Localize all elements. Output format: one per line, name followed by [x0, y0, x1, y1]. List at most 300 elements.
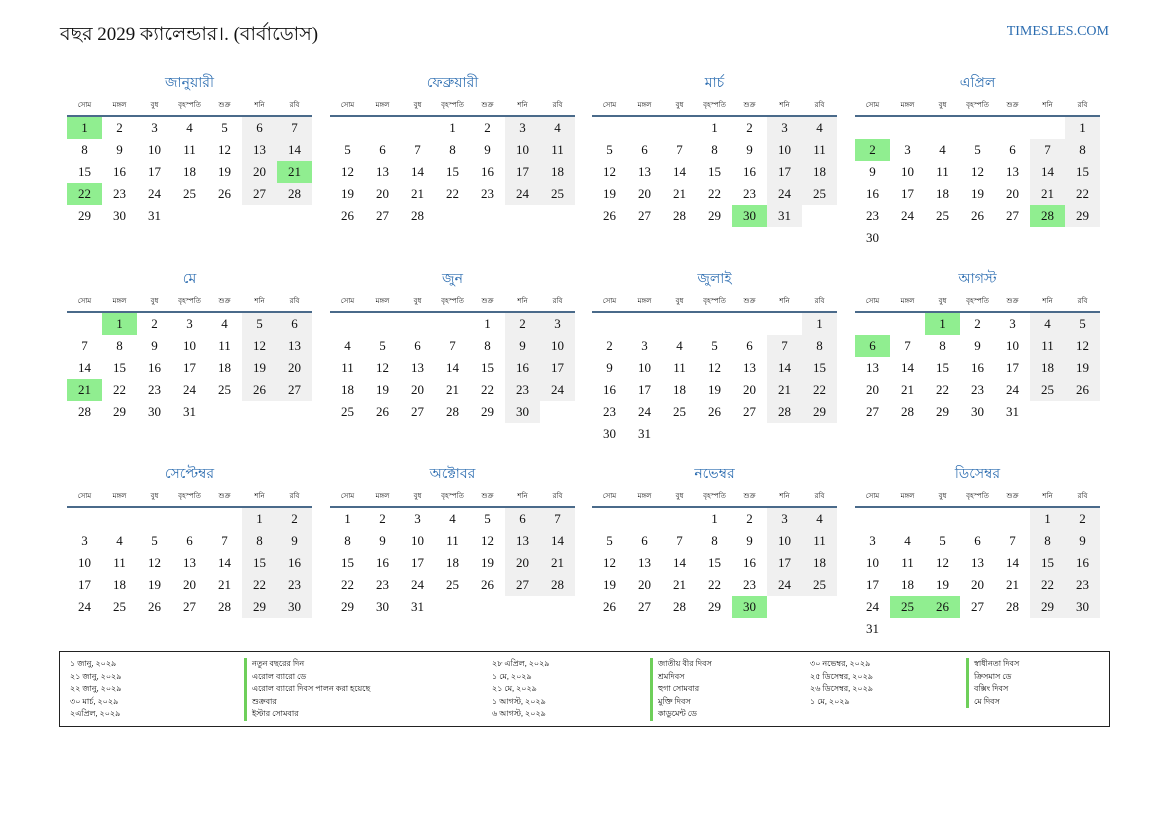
- day-cell: 5: [606, 533, 613, 548]
- day-cell: 11: [1030, 335, 1065, 357]
- day-cell: 11: [341, 360, 354, 375]
- day-grid: [855, 508, 1100, 640]
- day-cell: 26: [603, 208, 616, 223]
- day-cell: 20: [242, 161, 277, 183]
- weekday-label: সোম: [602, 101, 617, 109]
- day-cell: 23: [113, 186, 126, 201]
- day-cell: 16: [1065, 552, 1100, 574]
- day-cell: 7: [676, 142, 683, 157]
- weekday-label: রবি: [552, 101, 563, 109]
- day-cell: 17: [866, 577, 879, 592]
- day-cell: 25: [183, 186, 196, 201]
- day-cell: 31: [638, 426, 651, 441]
- day-cell: 24: [1006, 382, 1019, 397]
- day-cell: 6: [379, 142, 386, 157]
- day-cell: 27: [866, 404, 879, 419]
- day-cell: 28: [767, 401, 802, 423]
- day-cell: 25: [802, 574, 837, 596]
- weekday-label: মঙ্গল: [900, 297, 915, 305]
- day-cell: 28: [446, 404, 459, 419]
- weekday-label: রবি: [1077, 297, 1088, 305]
- day-cell: 22: [446, 186, 459, 201]
- day-cell: 13: [866, 360, 879, 375]
- day-cell: 23: [971, 382, 984, 397]
- empty-cell: [330, 313, 365, 335]
- day-cell: 5: [379, 338, 386, 353]
- weekday-label: বুধ: [938, 101, 947, 109]
- empty-cell: [137, 508, 172, 530]
- day-cell: 1: [711, 120, 718, 135]
- day-cell: 25: [936, 208, 949, 223]
- day-cell: 2: [974, 316, 981, 331]
- empty-cell: [67, 508, 102, 530]
- day-cell: 4: [939, 142, 946, 157]
- day-cell: 27: [638, 599, 651, 614]
- day-cell: 30: [148, 404, 161, 419]
- weekday-header: [855, 99, 1100, 117]
- empty-cell: [960, 117, 995, 139]
- day-cell: 23: [376, 577, 389, 592]
- day-cell: 20: [376, 186, 389, 201]
- day-grid: [592, 508, 837, 618]
- day-cell: 11: [802, 530, 837, 552]
- day-cell: 19: [341, 186, 354, 201]
- day-cell: 21: [218, 577, 231, 592]
- day-cell: 8: [116, 338, 123, 353]
- day-cell: 26: [603, 599, 616, 614]
- day-cell: 20: [411, 382, 424, 397]
- legend-names: [244, 658, 370, 721]
- weekday-label: বৃহস্পতি: [441, 297, 464, 305]
- day-grid: [67, 508, 312, 618]
- day-cell: 14: [277, 139, 312, 161]
- day-cell: 29: [1065, 205, 1100, 227]
- day-cell: 13: [505, 530, 540, 552]
- day-cell: 12: [148, 555, 161, 570]
- day-cell: 1: [242, 508, 277, 530]
- day-cell: 4: [186, 120, 193, 135]
- weekday-label: সোম: [865, 101, 880, 109]
- day-cell: 24: [540, 379, 575, 401]
- day-cell: 21: [673, 577, 686, 592]
- holiday-day: 28: [1030, 205, 1065, 227]
- day-cell: 15: [708, 555, 721, 570]
- day-grid: [330, 508, 575, 618]
- day-cell: 11: [901, 555, 914, 570]
- empty-cell: [172, 508, 207, 530]
- day-cell: 4: [449, 511, 456, 526]
- day-cell: 20: [505, 552, 540, 574]
- weekday-label: শুক্র: [743, 101, 756, 109]
- day-cell: 27: [183, 599, 196, 614]
- month-calendar: [592, 75, 837, 227]
- day-cell: 21: [1006, 577, 1019, 592]
- day-cell: 27: [376, 208, 389, 223]
- day-cell: 29: [341, 599, 354, 614]
- day-cell: 10: [901, 164, 914, 179]
- weekday-label: মঙ্গল: [637, 297, 652, 305]
- month-name: জুন: [442, 272, 463, 287]
- weekday-header: [330, 295, 575, 313]
- day-cell: 30: [603, 426, 616, 441]
- month-name: মে: [182, 272, 197, 287]
- weekday-label: বৃহস্পতি: [441, 101, 464, 109]
- weekday-label: শুক্র: [218, 297, 231, 305]
- empty-cell: [67, 313, 102, 335]
- day-cell: 13: [411, 360, 424, 375]
- empty-cell: [592, 508, 627, 530]
- day-cell: 13: [743, 360, 756, 375]
- weekday-label: বৃহস্পতি: [966, 297, 989, 305]
- month-name: ফেব্রুয়ারী: [426, 76, 479, 91]
- day-cell: 21: [901, 382, 914, 397]
- day-cell: 4: [904, 533, 911, 548]
- day-cell: 27: [743, 404, 756, 419]
- empty-cell: [890, 313, 925, 335]
- empty-cell: [102, 508, 137, 530]
- day-cell: 24: [901, 208, 914, 223]
- day-cell: 6: [242, 117, 277, 139]
- weekday-header: [592, 490, 837, 508]
- day-cell: 10: [540, 335, 575, 357]
- day-cell: 8: [711, 533, 718, 548]
- weekday-label: বৃহস্পতি: [966, 101, 989, 109]
- day-cell: 16: [971, 360, 984, 375]
- day-grid: [592, 117, 837, 227]
- weekday-label: বুধ: [413, 492, 422, 500]
- day-cell: 23: [866, 208, 879, 223]
- day-cell: 3: [505, 117, 540, 139]
- day-cell: 31: [411, 599, 424, 614]
- holiday-day: 22: [67, 183, 102, 205]
- weekday-header: [67, 295, 312, 313]
- day-cell: 22: [708, 186, 721, 201]
- weekday-label: শনি: [779, 101, 790, 109]
- day-cell: 23: [148, 382, 161, 397]
- weekday-label: রবি: [814, 101, 825, 109]
- day-cell: 14: [218, 555, 231, 570]
- day-cell: 22: [242, 574, 277, 596]
- weekday-label: মঙ্গল: [375, 101, 390, 109]
- day-cell: 24: [183, 382, 196, 397]
- day-cell: 20: [638, 186, 651, 201]
- month-calendar: [67, 466, 312, 618]
- empty-cell: [855, 508, 890, 530]
- day-cell: 2: [505, 313, 540, 335]
- weekday-label: বৃহস্পতি: [178, 101, 201, 109]
- day-cell: 19: [603, 577, 616, 592]
- weekday-label: রবি: [814, 297, 825, 305]
- day-cell: 22: [341, 577, 354, 592]
- day-cell: 6: [974, 533, 981, 548]
- day-cell: 11: [446, 533, 459, 548]
- day-cell: 2: [277, 508, 312, 530]
- day-cell: 3: [1009, 316, 1016, 331]
- day-cell: 31: [183, 404, 196, 419]
- day-cell: 15: [708, 164, 721, 179]
- empty-cell: [365, 313, 400, 335]
- day-cell: 23: [277, 574, 312, 596]
- month-calendar: [855, 75, 1100, 249]
- legend-date: ৬ আগস্ট, ২০২৯: [492, 709, 546, 718]
- legend-holiday-name: হুগা সোমবার: [658, 684, 700, 693]
- day-cell: 25: [218, 382, 231, 397]
- weekday-header: [592, 295, 837, 313]
- empty-cell: [662, 313, 697, 335]
- empty-cell: [855, 313, 890, 335]
- day-cell: 13: [376, 164, 389, 179]
- legend-dates: [492, 658, 550, 721]
- day-cell: 5: [711, 338, 718, 353]
- day-cell: 17: [78, 577, 91, 592]
- day-cell: 12: [971, 164, 984, 179]
- empty-cell: [435, 313, 470, 335]
- holiday-day: 1: [925, 313, 960, 335]
- day-cell: 10: [78, 555, 91, 570]
- day-cell: 28: [901, 404, 914, 419]
- day-cell: 23: [505, 379, 540, 401]
- weekday-label: মঙ্গল: [900, 492, 915, 500]
- weekday-label: শুক্র: [1006, 101, 1019, 109]
- empty-cell: [1030, 117, 1065, 139]
- empty-cell: [732, 313, 767, 335]
- day-cell: 12: [376, 360, 389, 375]
- day-cell: 22: [113, 382, 126, 397]
- day-cell: 4: [1030, 313, 1065, 335]
- day-cell: 2: [151, 316, 158, 331]
- month-name: জানুয়ারী: [165, 76, 214, 91]
- month-name: অক্টোবর: [429, 467, 476, 482]
- day-cell: 10: [411, 533, 424, 548]
- legend-holiday-name: কাডুমেন্ট ডে: [658, 709, 697, 718]
- day-cell: 3: [767, 117, 802, 139]
- empty-cell: [890, 508, 925, 530]
- empty-cell: [960, 508, 995, 530]
- day-cell: 25: [802, 183, 837, 205]
- weekday-label: শনি: [779, 297, 790, 305]
- day-cell: 18: [802, 161, 837, 183]
- day-cell: 24: [767, 183, 802, 205]
- day-cell: 29: [708, 599, 721, 614]
- empty-cell: [767, 313, 802, 335]
- page-title: বছর 2029 ক্যালেন্ডার।. (বার্বাডোস): [60, 24, 319, 45]
- weekday-label: বুধ: [675, 101, 684, 109]
- day-cell: 15: [481, 360, 494, 375]
- day-cell: 28: [218, 599, 231, 614]
- day-cell: 18: [183, 164, 196, 179]
- day-cell: 27: [971, 599, 984, 614]
- day-cell: 11: [218, 338, 231, 353]
- weekday-header: [855, 490, 1100, 508]
- empty-cell: [697, 313, 732, 335]
- day-cell: 4: [344, 338, 351, 353]
- weekday-label: শুক্র: [218, 492, 231, 500]
- weekday-label: বৃহস্পতি: [703, 492, 726, 500]
- day-cell: 4: [802, 117, 837, 139]
- day-cell: 10: [1006, 338, 1019, 353]
- month-name: জুলাই: [697, 272, 732, 287]
- day-cell: 31: [1006, 404, 1019, 419]
- month-name: সেপ্টেম্বর: [164, 467, 215, 482]
- weekday-label: শুক্র: [218, 101, 231, 109]
- day-cell: 30: [277, 596, 312, 618]
- day-cell: 11: [936, 164, 949, 179]
- day-cell: 8: [484, 338, 491, 353]
- day-cell: 9: [116, 142, 123, 157]
- weekday-header: [855, 295, 1100, 313]
- day-cell: 5: [151, 533, 158, 548]
- weekday-header: [330, 99, 575, 117]
- day-cell: 16: [481, 164, 494, 179]
- day-cell: 9: [974, 338, 981, 353]
- day-cell: 7: [277, 117, 312, 139]
- weekday-label: মঙ্গল: [112, 492, 127, 500]
- weekday-label: শনি: [1042, 492, 1053, 500]
- day-cell: 29: [78, 208, 91, 223]
- empty-cell: [925, 508, 960, 530]
- legend-holiday-name: মুক্তি দিবস: [658, 696, 691, 706]
- month-calendar: [330, 271, 575, 423]
- empty-cell: [995, 117, 1030, 139]
- day-cell: 19: [242, 357, 277, 379]
- day-cell: 5: [344, 142, 351, 157]
- legend-holiday-name: বক্সিং দিবস: [974, 684, 1009, 693]
- weekday-label: বৃহস্পতি: [441, 492, 464, 500]
- day-cell: 5: [939, 533, 946, 548]
- day-cell: 6: [505, 508, 540, 530]
- legend-holiday-name: ইস্টার সোমবার: [252, 709, 299, 718]
- day-cell: 7: [540, 508, 575, 530]
- day-cell: 29: [708, 208, 721, 223]
- day-cell: 29: [113, 404, 126, 419]
- day-cell: 18: [1030, 357, 1065, 379]
- weekday-header: [330, 490, 575, 508]
- weekday-header: [592, 99, 837, 117]
- day-cell: 1: [802, 313, 837, 335]
- site-link[interactable]: TIMESLES.COM: [1006, 24, 1109, 39]
- weekday-label: রবি: [289, 492, 300, 500]
- month-name: আগস্ট: [958, 272, 997, 287]
- day-cell: 26: [971, 208, 984, 223]
- day-cell: 15: [1030, 552, 1065, 574]
- day-cell: 16: [277, 552, 312, 574]
- weekday-label: বৃহস্পতি: [703, 101, 726, 109]
- day-cell: 22: [936, 382, 949, 397]
- weekday-label: শুক্র: [1006, 492, 1019, 500]
- day-grid: [67, 117, 312, 227]
- day-cell: 22: [481, 382, 494, 397]
- legend-holiday-name: এরোল ব্যারো ডে: [252, 671, 307, 681]
- weekday-label: বুধ: [413, 101, 422, 109]
- weekday-label: রবি: [552, 492, 563, 500]
- day-cell: 22: [802, 379, 837, 401]
- day-cell: 17: [505, 161, 540, 183]
- day-cell: 24: [767, 574, 802, 596]
- day-cell: 7: [904, 338, 911, 353]
- day-cell: 12: [603, 555, 616, 570]
- holiday-day: 6: [855, 335, 890, 357]
- day-cell: 3: [540, 313, 575, 335]
- legend-date: ১ মে, ২০২৯: [492, 671, 532, 681]
- day-cell: 22: [1065, 183, 1100, 205]
- day-cell: 19: [481, 555, 494, 570]
- day-cell: 19: [603, 186, 616, 201]
- day-cell: 3: [869, 533, 876, 548]
- day-cell: 17: [411, 555, 424, 570]
- day-cell: 8: [449, 142, 456, 157]
- day-cell: 10: [767, 139, 802, 161]
- weekday-label: সোম: [77, 101, 92, 109]
- weekday-label: রবি: [289, 101, 300, 109]
- weekday-header: [67, 490, 312, 508]
- day-cell: 21: [446, 382, 459, 397]
- day-cell: 1: [711, 511, 718, 526]
- day-cell: 3: [414, 511, 421, 526]
- weekday-label: বুধ: [150, 492, 159, 500]
- day-cell: 16: [505, 357, 540, 379]
- weekday-label: রবি: [552, 297, 563, 305]
- month-calendar: [330, 75, 575, 227]
- day-cell: 3: [81, 533, 88, 548]
- day-cell: 1: [449, 120, 456, 135]
- day-cell: 3: [641, 338, 648, 353]
- day-cell: 4: [540, 117, 575, 139]
- day-cell: 29: [802, 401, 837, 423]
- weekday-label: সোম: [602, 492, 617, 500]
- legend-holiday-name: জাতীয় বীর দিবস: [658, 659, 712, 668]
- month-name: মার্চ: [704, 76, 725, 91]
- day-cell: 25: [673, 404, 686, 419]
- day-cell: 28: [78, 404, 91, 419]
- day-cell: 29: [481, 404, 494, 419]
- day-cell: 18: [673, 382, 686, 397]
- weekday-label: শুক্র: [1006, 297, 1019, 305]
- day-cell: 17: [901, 186, 914, 201]
- legend-date: ২২ জানু, ২০২৯: [70, 684, 122, 693]
- day-cell: 14: [673, 555, 686, 570]
- legend-date: ২এপ্রিল, ২০২৯: [70, 709, 121, 718]
- day-cell: 27: [242, 183, 277, 205]
- day-cell: 28: [540, 574, 575, 596]
- day-cell: 20: [1006, 186, 1019, 201]
- weekday-label: মঙ্গল: [900, 101, 915, 109]
- day-cell: 10: [767, 530, 802, 552]
- day-cell: 17: [638, 382, 651, 397]
- holiday-day: 25: [890, 596, 925, 618]
- day-cell: 13: [277, 335, 312, 357]
- weekday-label: বুধ: [675, 492, 684, 500]
- weekday-label: সোম: [865, 297, 880, 305]
- day-cell: 15: [78, 164, 91, 179]
- day-cell: 15: [1065, 161, 1100, 183]
- day-cell: 20: [743, 382, 756, 397]
- day-cell: 10: [866, 555, 879, 570]
- day-cell: 23: [743, 577, 756, 592]
- empty-cell: [890, 117, 925, 139]
- day-cell: 20: [638, 577, 651, 592]
- legend-date: ১ মে, ২০২৯: [810, 696, 850, 706]
- day-cell: 26: [148, 599, 161, 614]
- holiday-day: 2: [855, 139, 890, 161]
- day-cell: 18: [540, 161, 575, 183]
- day-cell: 13: [638, 164, 651, 179]
- day-cell: 2: [379, 511, 386, 526]
- day-cell: 16: [376, 555, 389, 570]
- empty-cell: [400, 117, 435, 139]
- holiday-day: 30: [732, 596, 767, 618]
- day-cell: 17: [767, 552, 802, 574]
- day-cell: 18: [802, 552, 837, 574]
